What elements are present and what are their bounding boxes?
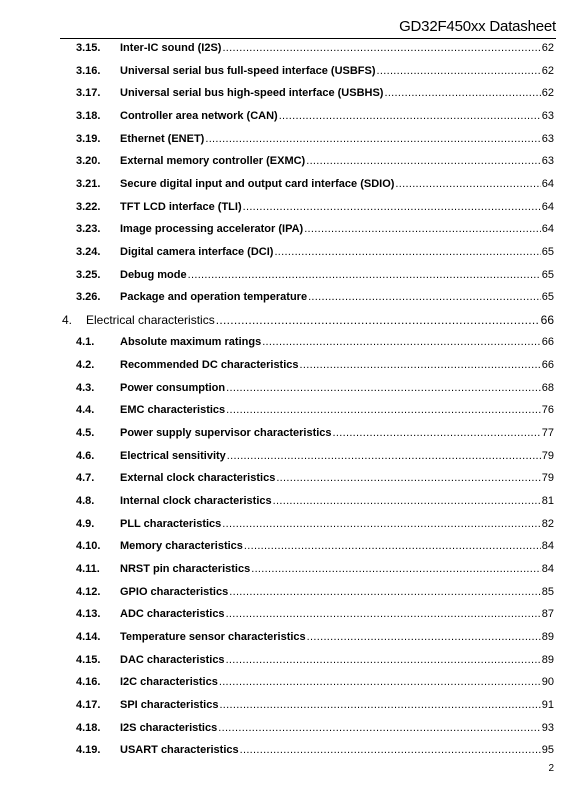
toc-entry[interactable] [76,697,554,713]
toc-entry-number: 3.24. [76,245,101,258]
toc-entry-page: 68 [541,381,554,394]
toc-entry-title: SPI characteristics [120,698,219,711]
toc-entry-title: Package and operation temperature [120,291,308,304]
toc-entry-title: Inter-IC sound (I2S) [120,42,222,54]
toc-entry-number: 4.1. [76,336,95,349]
toc-entry-title: Absolute maximum ratings [120,336,262,349]
toc-entry-page: 89 [541,653,554,666]
toc-entry-title: Recommended DC characteristics [120,359,299,372]
toc-entry[interactable] [76,425,554,441]
toc-entry-number: 4.3. [76,381,95,394]
toc-dot-leader [333,425,541,441]
toc-entry-title: Controller area network (CAN) [120,109,278,122]
toc-entry-title: EMC characteristics [120,404,226,417]
toc-entry-page: 64 [541,223,554,236]
toc-dot-leader [219,697,540,713]
toc-entry-page: 64 [541,200,554,213]
toc-entry[interactable] [76,63,554,79]
toc-entry[interactable] [76,267,554,283]
toc-entry-page: 62 [541,42,554,54]
toc-entry-number: 4.11. [76,562,100,575]
toc-dot-leader [216,312,540,328]
toc-entry-number: 4.12. [76,585,101,598]
toc-entry-number: 4.4. [76,404,95,417]
header-divider [60,38,556,39]
toc-dot-leader [226,652,541,668]
toc-entry-number: 4.13. [76,608,101,621]
toc-dot-leader [384,85,540,101]
toc-dot-leader [395,176,540,192]
toc-entry[interactable] [76,629,554,645]
toc-entry-title: ADC characteristics [120,608,225,621]
toc-entry[interactable] [76,493,554,509]
toc-entry[interactable] [76,221,554,237]
toc-dot-leader [226,380,541,396]
toc-entry-title: Digital camera interface (DCI) [120,245,274,258]
toc-entry-title: NRST pin characteristics [120,562,251,575]
toc-entry[interactable] [76,40,554,56]
toc-entry[interactable] [76,199,554,215]
toc-dot-leader [300,357,541,373]
toc-entry-number: 4.16. [76,676,101,689]
toc-entry-page: 79 [541,449,554,462]
document-title: GD32F450xx Datasheet [399,18,556,35]
toc-dot-leader [262,334,541,350]
page-number: 2 [548,763,554,774]
toc-entry-page: 82 [541,517,554,530]
toc-entry-page: 76 [541,404,554,417]
toc-entry-number: 3.18. [76,109,101,122]
toc-entry-page: 65 [541,268,554,281]
toc-entry-title: External clock characteristics [120,472,276,485]
toc-entry-page: 65 [541,291,554,304]
toc-entry-number: 4.17. [76,698,101,711]
toc-entry[interactable] [76,742,554,758]
toc-dot-leader [307,629,541,645]
toc-dot-leader [276,470,540,486]
toc-entry-title: I2C characteristics [120,676,218,689]
toc-entry-number: 3.23. [76,223,101,236]
toc-entry-number: 4.10. [76,540,101,553]
toc-chapter-entry[interactable] [62,312,554,328]
toc-entry-title: Electrical sensitivity [120,449,226,462]
toc-entry-number: 4.19. [76,744,101,757]
toc-dot-leader [226,402,541,418]
toc-entry-page: 81 [541,495,554,507]
toc-entry-number: 4.6. [76,449,95,462]
toc-entry-number: 4.7. [76,472,95,485]
toc-entry[interactable] [76,402,554,418]
toc-entry-page: 87 [541,608,554,621]
toc-entry[interactable] [76,470,554,486]
toc-entry-page: 63 [541,155,554,168]
toc-dot-leader [274,244,540,260]
toc-entry[interactable] [76,720,554,736]
toc-entry-title: Memory characteristics [120,540,243,553]
toc-entry-title: DAC characteristics [120,653,225,666]
toc-entry-number: 4.15. [76,653,101,666]
toc-entry-number: 3.17. [76,87,101,100]
toc-entry-number: 3.16. [76,64,101,77]
toc-entry-number: 4.18. [76,721,101,734]
toc-entry-page: 63 [541,109,554,122]
toc-entry-number: 3.19. [76,132,101,145]
toc-entry-title: TFT LCD interface (TLI) [120,200,242,213]
toc-dot-leader [188,267,541,283]
toc-dot-leader [240,742,541,758]
toc-entry[interactable] [76,131,554,147]
toc-entry[interactable] [76,561,554,577]
toc-entry-page: 65 [541,245,554,258]
toc-dot-leader [279,108,541,124]
toc-entry-page: 66 [541,359,554,372]
toc-entry[interactable] [76,357,554,373]
toc-entry-page: 66 [540,312,554,327]
toc-entry-title: External memory controller (EXMC) [120,155,306,168]
toc-entry[interactable] [76,153,554,169]
toc-entry-page: 84 [541,540,554,553]
toc-entry-number: 4.14. [76,630,101,643]
toc-entry-title: GPIO characteristics [120,585,229,598]
toc-entry[interactable] [76,289,554,305]
toc-entry-page: 62 [541,87,554,100]
toc-dot-leader [251,561,541,577]
toc-entry-number: 3.22. [76,200,101,213]
toc-dot-leader [218,720,541,736]
toc-entry-title: Universal serial bus full-speed interface (USBFS) [120,64,376,77]
toc-dot-leader [244,538,541,554]
toc-entry-title: Temperature sensor characteristics [120,630,306,643]
toc-dot-leader [219,674,541,690]
toc-entry[interactable] [76,334,554,350]
toc-entry[interactable] [76,176,554,192]
toc-entry-page: 89 [541,630,554,643]
toc-entry-page: 64 [541,177,554,190]
toc-entry-page: 77 [541,427,554,440]
toc-entry-page: 93 [541,721,554,734]
toc-entry[interactable] [76,538,554,554]
toc-entry-number: 4. [62,312,73,327]
toc-entry-number: 4.5. [76,427,95,440]
toc-dot-leader [243,199,541,215]
toc-entry-title: Power consumption [120,381,226,394]
toc-entry-title: Secure digital input and output card interface (SDIO) [120,177,395,190]
toc-entry[interactable] [76,448,554,464]
toc-entry-page: 63 [541,132,554,145]
toc-entry-title: Power supply supervisor characteristics [120,427,332,440]
toc-entry-page: 85 [541,585,554,598]
toc-entry-title: Image processing accelerator (IPA) [120,223,304,236]
toc-dot-leader [306,153,541,169]
toc-entry-page: 90 [541,676,554,689]
toc-entry[interactable] [76,108,554,124]
toc-entry-title: Ethernet (ENET) [120,132,205,145]
toc-entry-number: 4.2. [76,359,95,372]
toc-entry-number: 3.21. [76,177,101,190]
toc-entry[interactable] [76,674,554,690]
toc-entry-page: 66 [541,336,554,349]
toc-entry-title: Debug mode [120,268,187,281]
toc-dot-leader [227,448,541,464]
toc-entry[interactable] [76,516,554,532]
toc-entry-page: 84 [541,562,554,575]
toc-entry-number: 3.20. [76,155,101,168]
toc-entry[interactable] [76,606,554,622]
toc-dot-leader [304,221,541,237]
toc-entry[interactable] [76,244,554,260]
toc-dot-leader [222,516,540,532]
toc-dot-leader [226,606,541,622]
toc-entry-page: 91 [541,698,554,711]
toc-entry[interactable] [76,584,554,600]
toc-entry-title: Internal clock characteristics [120,495,272,507]
toc-entry[interactable] [76,85,554,101]
toc-entry-title: PLL characteristics [120,517,222,530]
toc-entry-page: 62 [541,64,554,77]
toc-dot-leader [377,63,541,79]
toc-entry-number: 3.15. [76,42,101,54]
toc-entry-title: USART characteristics [120,744,239,757]
toc-dot-leader [205,131,540,147]
toc-entry-title: I2S characteristics [120,721,218,734]
toc-entry-title: Electrical characteristics [86,312,215,327]
toc-dot-leader [273,493,541,509]
toc-entry[interactable] [76,652,554,668]
toc-dot-leader [229,584,541,600]
toc-entry-page: 95 [541,744,554,757]
toc-dot-leader [222,40,540,56]
toc-entry-page: 79 [541,472,554,485]
toc-entry-title: Universal serial bus high-speed interface (USBHS) [120,87,384,100]
toc-entry-number: 3.26. [76,291,101,304]
toc-entry-number: 4.9. [76,517,95,530]
toc-entry-number: 3.25. [76,268,101,281]
toc-entry[interactable] [76,380,554,396]
toc-entry-number: 4.8. [76,495,95,507]
toc-dot-leader [308,289,541,305]
